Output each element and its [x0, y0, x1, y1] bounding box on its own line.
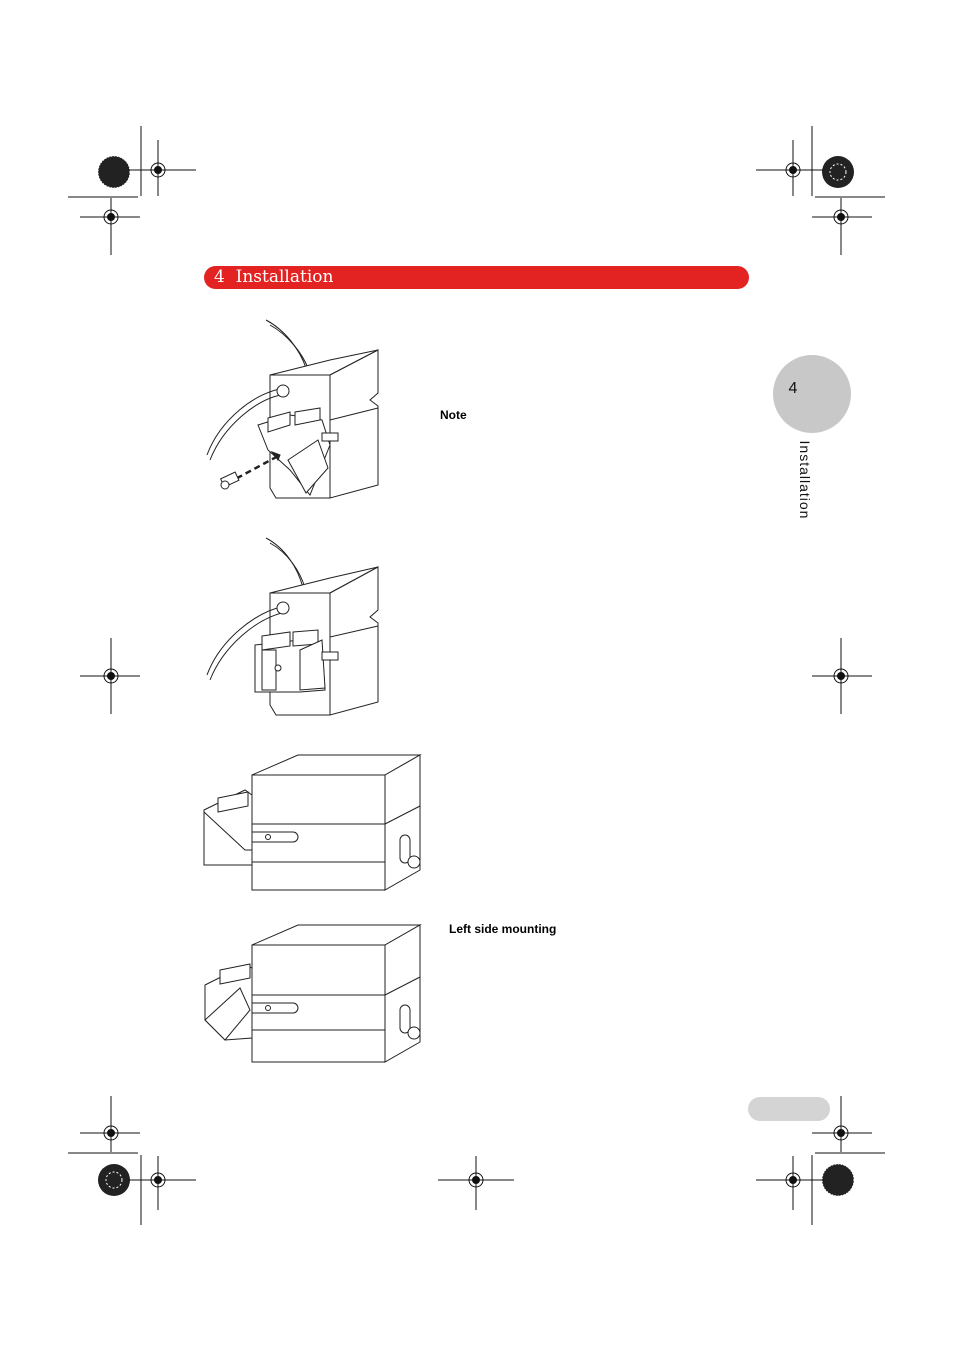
figure-side-view-left	[205, 925, 420, 1062]
figure-bracket-mounted	[207, 538, 378, 715]
figure-screw-insertion	[207, 320, 378, 498]
chapter-tab-label: Installation	[797, 440, 813, 520]
chapter-header-title: 4 Installation	[214, 267, 334, 287]
note-label: Note	[440, 408, 467, 422]
chapter-tab-number: 4	[788, 380, 798, 397]
crop-marks	[68, 126, 885, 1225]
left-side-mounting-label: Left side mounting	[449, 922, 557, 936]
registration-targets	[80, 140, 872, 1210]
figure-side-view-right	[204, 755, 420, 890]
